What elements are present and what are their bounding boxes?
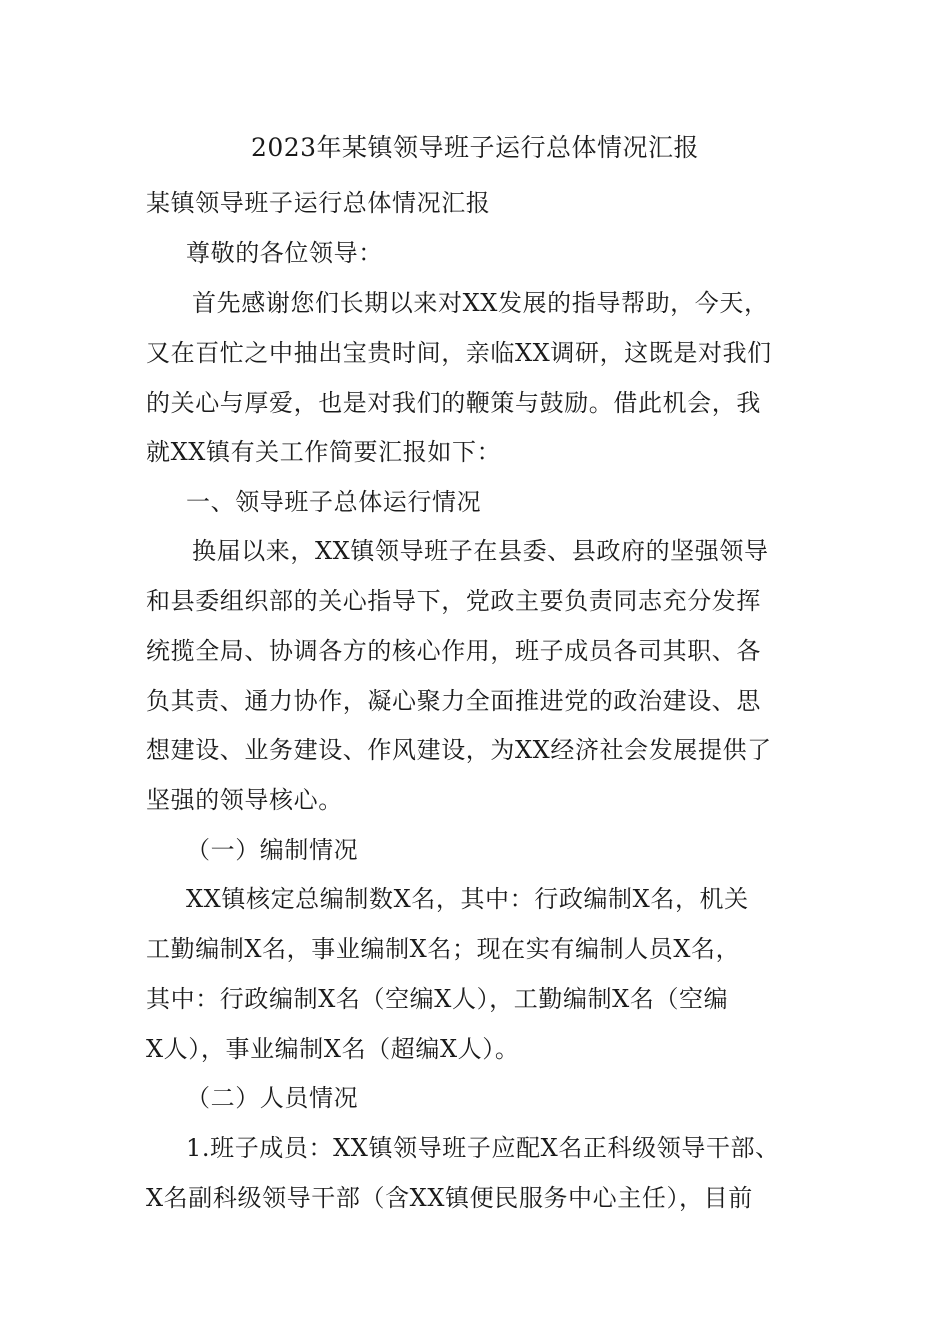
paragraph-line: XX镇核定总编制数X名，其中：行政编制X名，机关 [186, 885, 749, 913]
subsection-heading: （二）人员情况 [186, 1084, 359, 1112]
paragraph-line: 换届以来，XX镇领导班子在县委、县政府的坚强领导 [192, 537, 769, 565]
document-title: 2023年某镇领导班子运行总体情况汇报 [250, 133, 700, 162]
paragraph-line: X名副科级领导干部（含XX镇便民服务中心主任），目前 [146, 1184, 753, 1212]
paragraph-line: 想建设、业务建设、作风建设，为XX经济社会发展提供了 [146, 736, 772, 764]
subtitle-line: 某镇领导班子运行总体情况汇报 [146, 189, 491, 217]
paragraph-line: X人），事业编制X名（超编X人）。 [146, 1035, 520, 1063]
paragraph-line: 首先感谢您们长期以来对XX发展的指导帮助，今天， [192, 289, 769, 317]
paragraph-line: 负其责、通力协作，凝心聚力全面推进党的政治建设、思 [146, 687, 761, 715]
paragraph-line: 坚强的领导核心。 [146, 786, 343, 814]
section-heading: 一、领导班子总体运行情况 [186, 488, 482, 516]
paragraph-line: 又在百忙之中抽出宝贵时间，亲临XX调研，这既是对我们 [146, 339, 772, 367]
paragraph-line: 的关心与厚爱，也是对我们的鞭策与鼓励。借此机会，我 [146, 389, 761, 417]
salutation-line: 尊敬的各位领导： [186, 239, 383, 267]
paragraph-line: 其中：行政编制X名（空编X人），工勤编制X名（空编 [146, 985, 729, 1013]
paragraph-line: 就XX镇有关工作简要汇报如下： [146, 438, 502, 466]
paragraph-line: 1.班子成员：XX镇领导班子应配X名正科级领导干部、 [186, 1134, 780, 1162]
subsection-heading: （一）编制情况 [186, 836, 359, 864]
paragraph-line: 统揽全局、协调各方的核心作用，班子成员各司其职、各 [146, 637, 761, 665]
paragraph-line: 和县委组织部的关心指导下，党政主要负责同志充分发挥 [146, 587, 761, 615]
paragraph-line: 工勤编制X名，事业编制X名；现在实有编制人员X名， [146, 935, 741, 963]
